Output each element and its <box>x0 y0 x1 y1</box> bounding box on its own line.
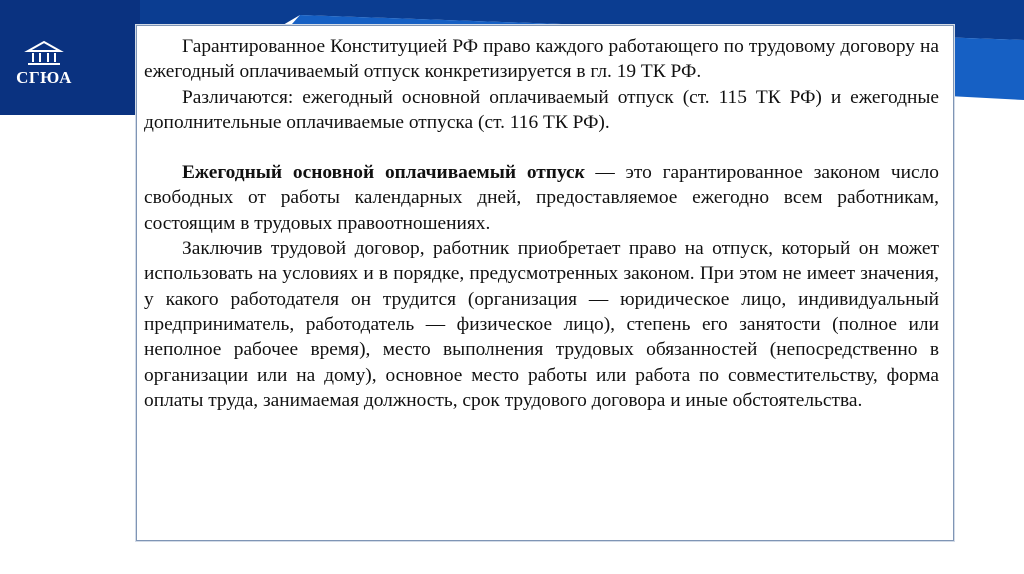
paragraph-3 <box>144 160 939 236</box>
logo-text: СГЮА <box>16 68 72 87</box>
institution-building-icon <box>24 40 64 66</box>
content-box <box>136 25 954 541</box>
defined-term-end: к <box>574 162 585 184</box>
defined-term: Ежегодный основной оплачиваемый отпус <box>182 162 575 184</box>
paragraph-4: Заключив трудовой договор, работник приобретает право на отпуск, который он может использовать на условиях и в порядке, предусмотренных законом. При этом не имеет значения, у какого работодателя он трудится (организация — юридическое лицо, индивидуальный предприниматель, работодатель — физическое лицо), степень его занятости (полное или неполное рабочее время), место выполнения трудовых обязанностей (непосредственно в организации или на дому), основное место работы или работа по совместительству, форма оплаты труда, занимаемая должность, срок трудового договора и иные обстоятельства. <box>144 238 939 411</box>
paragraph-2: Различаются: ежегодный основной оплачиваемый отпуск (ст. 115 ТК РФ) и ежегодные дополнительные оплачиваемые отпуска (ст. 116 ТК РФ). <box>144 86 939 133</box>
paragraph-gap <box>144 135 939 160</box>
paragraph-1: Гарантированное Конституцией РФ право каждого работающего по трудовому договору на ежегодный оплачиваемый отпуск конкретизируется в гл. 19 ТК РФ. <box>144 36 939 83</box>
university-logo <box>12 40 76 96</box>
definition-text: — это гарантированное законом число свободных от работы календарных дней, предоставляемое ежегодно всем работникам, состоящим в трудовых правоотношениях. <box>144 162 939 234</box>
